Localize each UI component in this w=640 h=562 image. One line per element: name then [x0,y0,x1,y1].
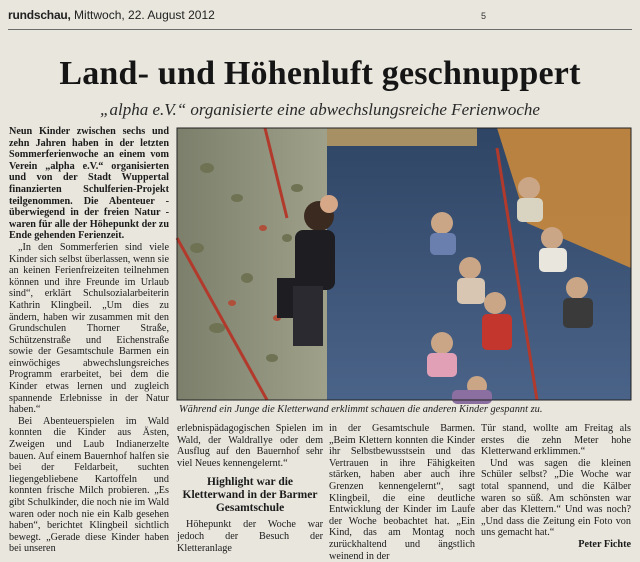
body-paragraph: in der Gesamtschule Barmen. „Beim Klettern konnten die Kinder ihr Selbstbewusstsein und das Vertrauen in ihre Fähigkeiten stärken, haben aber auch ihre Grenzen kennengelernt“, sagt Klingbeil, die eine deutliche Entwicklung der Kinder im Laufe der Woche beobachtet hat. „Ein Kind, das am Montag noch zurückhaltend und ängstlich weinend in der [329,423,475,562]
author-byline: Peter Fichte [578,538,631,550]
page-number: 5 [481,11,487,21]
section-heading: Highlight war die Kletterwand in der Barmer Gesamtschule [182,476,318,515]
body-paragraph: erlebnispädagogischen Spielen im Wald, der Waldrallye oder dem Ausflug auf den Bauernhof sehr viel Neues kennengelernt.“ [177,423,323,469]
body-paragraph: „In den Sommerferien sind viele Kinder sich selbst überlassen, wenn sie an keinen Ferienfreizeiten teilnehmen können und ihre Freunde im Urlaub sind“, erklärt Schulsozialarbeiterin Kathrin Klingbeil. „Um dies zu ändern, haben wir zusammen mit den Grundschulen Thorner Straße, Schützenstraße und Eichenstraße sowie der Gesamtschule Barmen ein einwöchiges abwechslungsreiches Programm erarbeitet, bei dem die Kinder etwas lernen und zugleich spannende Erlebnisse in der Natur haben.“ [9,241,169,416]
paper-name: rundschau, [8,8,71,22]
text-column-2 [177,423,323,554]
article-photo [177,128,631,400]
text-column-3 [329,423,475,562]
top-divider [8,29,632,30]
lead-paragraph: Neun Kinder zwischen sechs und zehn Jahren haben in der letzten Sommerferienwoche an einem vom Verein „alpha e.V.“ organisierten und von der Stadt Wuppertal finanzierten Schulferien-Projekt teilgenommen. Die Abenteuer - überwiegend in der freien Natur - waren für alle der Höhepunkt der zu Ende gehenden Ferienzeit. [9,126,169,242]
body-paragraph: Bei Abenteuerspielen im Wald konnten die Kinder aus Ästen, Zweigen und Laub Indianerzelte bauen. Auf einem Bauernhof halfen sie bei der Feldarbeit, suchten liegengebliebene Kartoffeln und konnten frische Milch probieren. „Es gibt Schulkinder, die noch nie im Wald waren oder noch nie ein Kalb gesehen haben“, berichtet Klingbeil sichtlich bewegt. „Gerade diese Kinder haben bei unseren [9,415,169,555]
body-paragraph: Höhepunkt der Woche war jedoch der Besuch der Kletteranlage [177,519,323,554]
article-headline: Land- und Höhenluft geschnuppert [59,55,581,92]
article-subheadline: „alpha e.V.“ organisierte eine abwechslungsreiche Ferienwoche [100,100,540,119]
body-paragraph: Tür stand, wollte am Freitag als erstes die zehn Meter hohe Kletterwand erklimmen.“ [481,423,631,458]
text-column-4 [481,423,631,550]
photo-caption: Während ein Junge die Kletterwand erklimmt schauen die anderen Kinder gespannt zu. [179,404,543,415]
body-paragraph: Und was sagen die kleinen Schüler selbst? „Die Woche war total spannend, und die Kälber waren so süß. Am schönsten war aber das Klettern.“ Und was noch? „Und dass die Zeitung ein Foto von uns gemacht hat.“ [481,457,631,539]
issue-date: Mittwoch, 22. August 2012 [74,8,215,22]
masthead [8,8,215,22]
text-column-1 [9,126,169,555]
